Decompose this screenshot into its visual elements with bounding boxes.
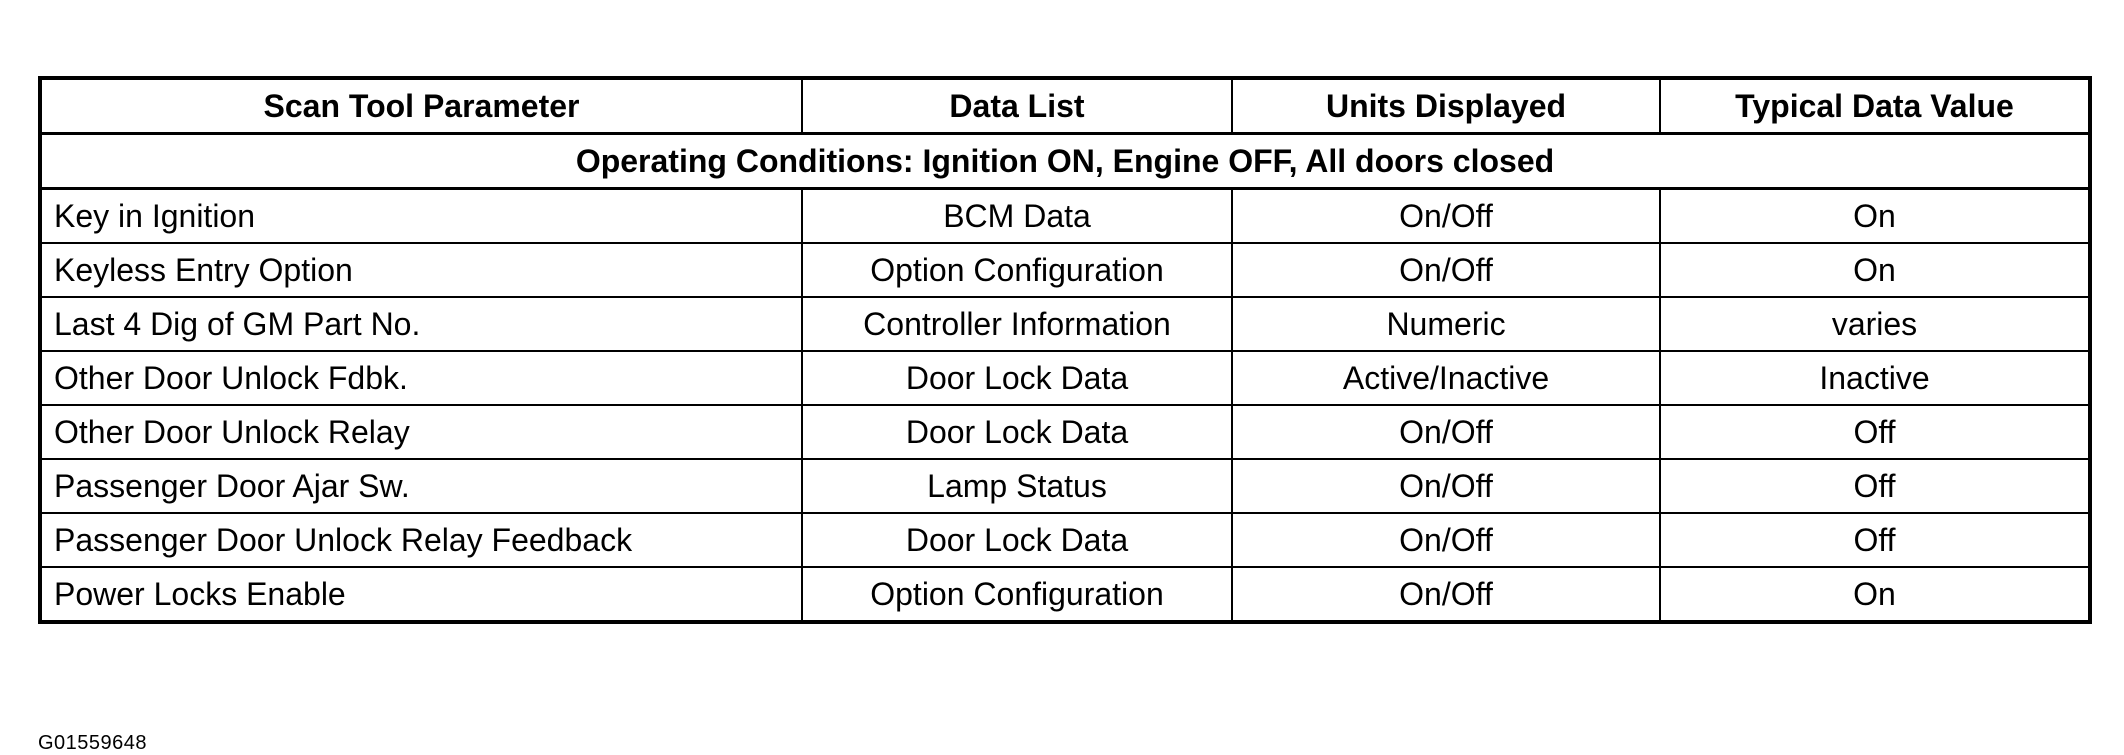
units-cell: On/Off	[1232, 513, 1660, 567]
header-row	[40, 78, 2090, 134]
header-typical-data-value: Typical Data Value	[1660, 78, 2090, 134]
table-row	[40, 567, 2090, 622]
parameter-cell: Other Door Unlock Relay	[40, 405, 802, 459]
units-cell: On/Off	[1232, 459, 1660, 513]
parameter-cell: Last 4 Dig of GM Part No.	[40, 297, 802, 351]
parameter-cell: Key in Ignition	[40, 189, 802, 244]
operating-conditions-row	[40, 134, 2090, 189]
figure-id: G01559648	[38, 732, 148, 754]
data-list-cell: Lamp Status	[802, 459, 1232, 513]
data-list-cell: Option Configuration	[802, 567, 1232, 622]
typical-value-cell: Inactive	[1660, 351, 2090, 405]
typical-value-cell: On	[1660, 189, 2090, 244]
table-row	[40, 459, 2090, 513]
data-list-cell: Option Configuration	[802, 243, 1232, 297]
table-row	[40, 513, 2090, 567]
units-cell: On/Off	[1232, 243, 1660, 297]
table-row	[40, 351, 2090, 405]
scan-tool-parameter-table	[38, 76, 2092, 624]
header-scan-tool-parameter: Scan Tool Parameter	[40, 78, 802, 134]
table-row	[40, 243, 2090, 297]
header-units-displayed: Units Displayed	[1232, 78, 1660, 134]
table-row	[40, 297, 2090, 351]
data-list-cell: BCM Data	[802, 189, 1232, 244]
data-list-cell: Door Lock Data	[802, 405, 1232, 459]
data-list-cell: Door Lock Data	[802, 351, 1232, 405]
units-cell: Numeric	[1232, 297, 1660, 351]
parameter-cell: Keyless Entry Option	[40, 243, 802, 297]
typical-value-cell: varies	[1660, 297, 2090, 351]
parameter-cell: Other Door Unlock Fdbk.	[40, 351, 802, 405]
units-cell: On/Off	[1232, 189, 1660, 244]
header-data-list: Data List	[802, 78, 1232, 134]
table-row	[40, 189, 2090, 244]
table-row	[40, 405, 2090, 459]
typical-value-cell: On	[1660, 567, 2090, 622]
typical-value-cell: Off	[1660, 459, 2090, 513]
document	[38, 76, 2088, 754]
parameter-cell: Passenger Door Unlock Relay Feedback	[40, 513, 802, 567]
parameter-cell: Passenger Door Ajar Sw.	[40, 459, 802, 513]
parameter-cell: Power Locks Enable	[40, 567, 802, 622]
typical-value-cell: On	[1660, 243, 2090, 297]
units-cell: On/Off	[1232, 567, 1660, 622]
typical-value-cell: Off	[1660, 405, 2090, 459]
data-list-cell: Controller Information	[802, 297, 1232, 351]
operating-conditions: Operating Conditions: Ignition ON, Engine OFF, All doors closed	[40, 134, 2090, 189]
data-list-cell: Door Lock Data	[802, 513, 1232, 567]
units-cell: On/Off	[1232, 405, 1660, 459]
typical-value-cell: Off	[1660, 513, 2090, 567]
units-cell: Active/Inactive	[1232, 351, 1660, 405]
